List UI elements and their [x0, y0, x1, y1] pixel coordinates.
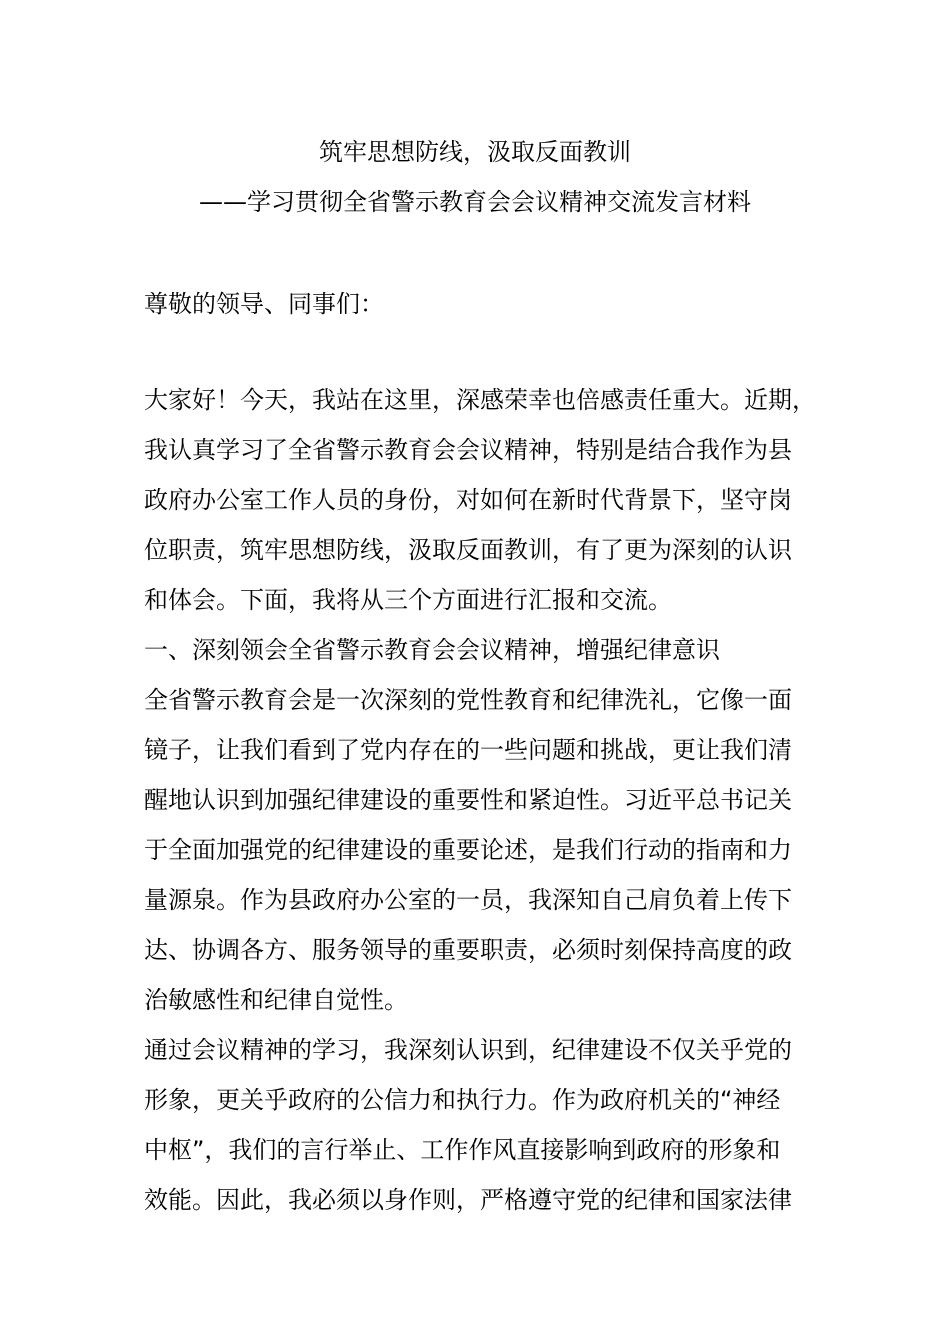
greeting-text: 尊敬的领导、同事们： [144, 290, 384, 318]
section-heading: 一、深刻领会全省警示教育会会议精神，增强纪律意识 [144, 636, 720, 664]
text-line: 于全面加强党的纪律建设的重要论述，是我们行动的指南和力 [144, 836, 792, 864]
document-subtitle: ——学习贯彻全省警示教育会会议精神交流发言材料 [199, 188, 751, 216]
text-line: 治敏感性和纪律自觉性。 [144, 986, 408, 1014]
text-line: 量源泉。作为县政府办公室的一员，我深知自己肩负着上传下 [144, 886, 792, 914]
text-line: 形象，更关乎政府的公信力和执行力。作为政府机关的“神经 [144, 1086, 781, 1114]
text-line: 效能。因此，我必须以身作则，严格遵守党的纪律和国家法律 [144, 1186, 792, 1214]
text-line: 镜子，让我们看到了党内存在的一些问题和挑战，更让我们清 [144, 736, 792, 764]
text-line: 中枢”，我们的言行举止、工作作风直接影响到政府的形象和 [144, 1136, 781, 1164]
greeting [144, 279, 824, 329]
text-line: 通过会议精神的学习，我深刻认识到，纪律建设不仅关乎党的 [144, 1036, 792, 1064]
text-line: 位职责，筑牢思想防线，汲取反面教训，有了更为深刻的认识 [144, 536, 792, 564]
text-line: 达、协调各方、服务领导的重要职责，必须时刻保持高度的政 [144, 936, 792, 964]
text-line: 大家好！今天，我站在这里，深感荣幸也倍感责任重大。近期， [144, 386, 816, 414]
document-title: 筑牢思想防线，汲取反面教训 [319, 138, 631, 166]
text-line: 全省警示教育会是一次深刻的党性教育和纪律洗礼，它像一面 [144, 686, 792, 714]
text-line: 我认真学习了全省警示教育会会议精神，特别是结合我作为县 [144, 436, 792, 464]
text-line: 和体会。下面，我将从三个方面进行汇报和交流。 [144, 586, 672, 614]
body-text [144, 375, 824, 1225]
text-line: 醒地认识到加强纪律建设的重要性和紧迫性。习近平总书记关 [144, 786, 792, 814]
text-line: 政府办公室工作人员的身份，对如何在新时代背景下，坚守岗 [144, 486, 792, 514]
